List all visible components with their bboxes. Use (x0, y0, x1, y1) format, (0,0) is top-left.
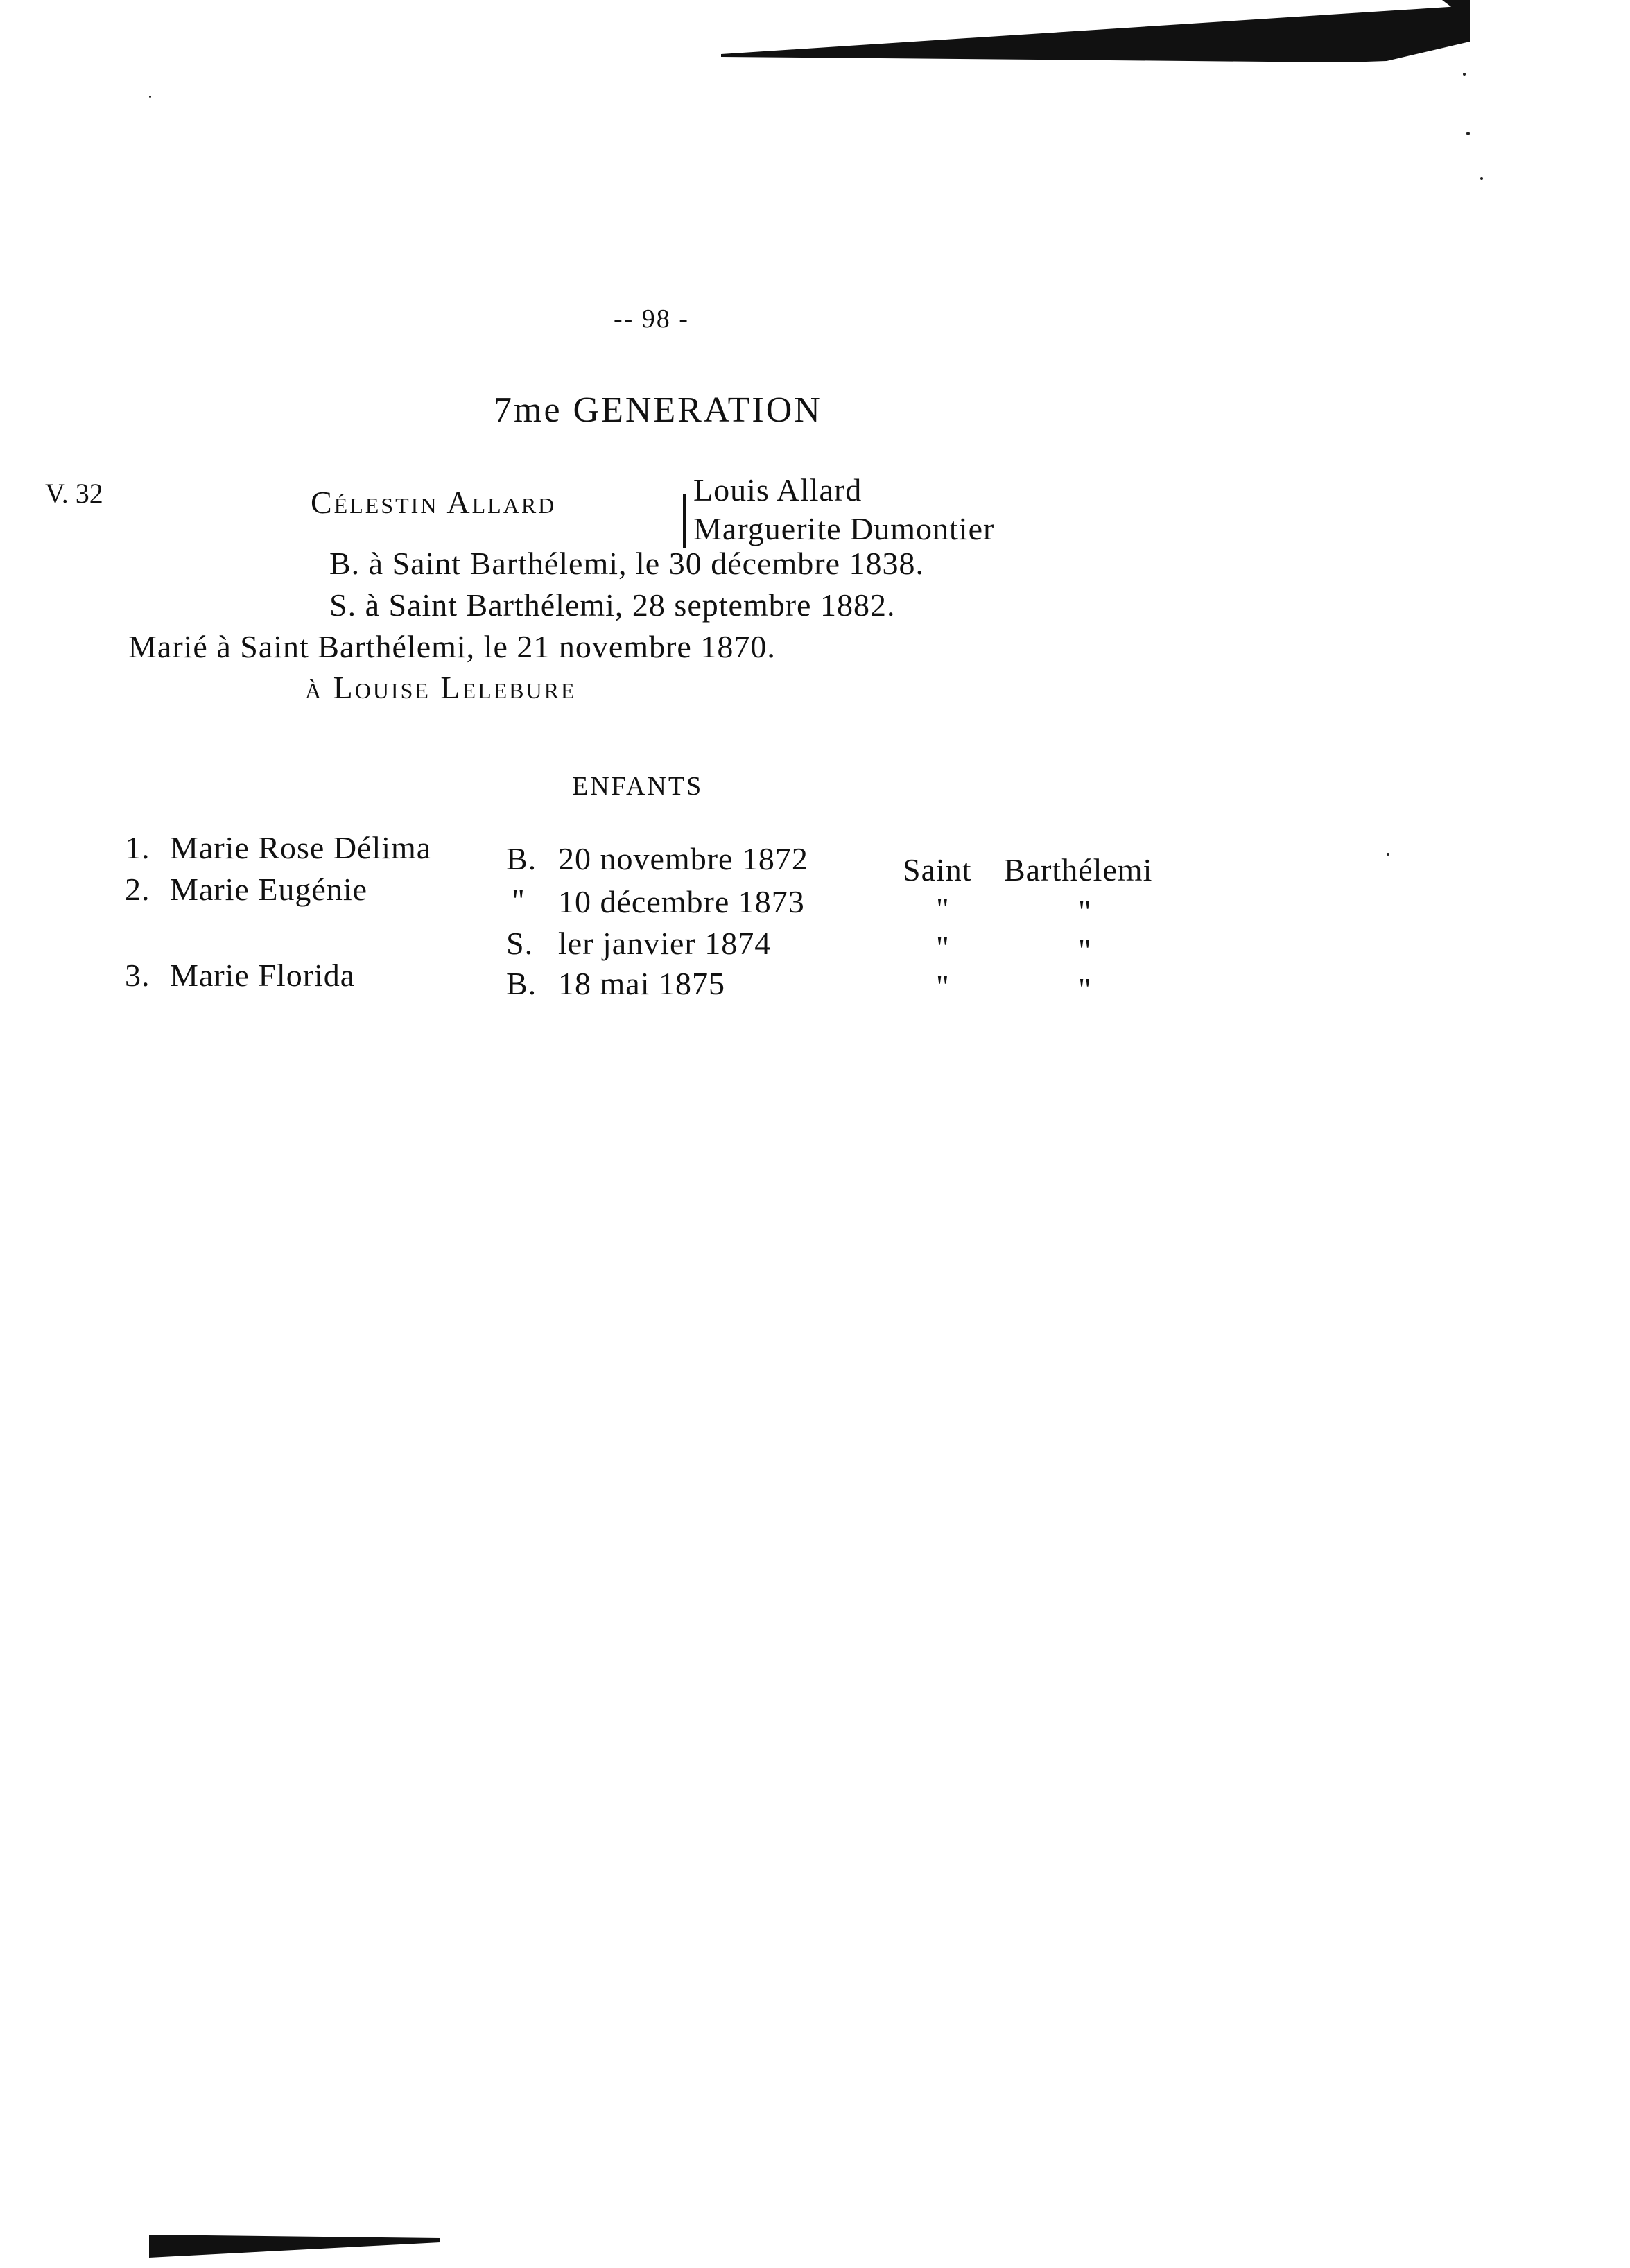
birth-line: B. à Saint Barthélemi, le 30 décembre 1838. (329, 546, 924, 581)
child-place-2: Barthélemi (1004, 852, 1153, 888)
parent-mother: Marguerite Dumontier (693, 511, 995, 546)
scan-artifact-bottom (149, 2231, 440, 2259)
child-number: 1. (125, 830, 150, 865)
child-event: S. (506, 926, 534, 961)
scan-artifact-top (721, 0, 1470, 62)
scan-speck (1387, 853, 1389, 856)
person-name: Célestin Allard (311, 485, 557, 520)
child-number: 3. (125, 958, 150, 993)
child-place-1: " (936, 969, 950, 1004)
parent-father: Louis Allard (693, 472, 862, 508)
child-date: 18 mai 1875 (558, 966, 725, 1001)
child-name: Marie Rose Délima (170, 830, 432, 865)
child-place-2: " (1078, 971, 1092, 1007)
child-name: Marie Eugénie (170, 872, 368, 907)
scan-speck (1463, 73, 1466, 76)
child-date: 20 novembre 1872 (558, 841, 808, 876)
child-place-1: " (936, 930, 950, 965)
children-heading: ENFANTS (572, 772, 704, 801)
child-date: 10 décembre 1873 (558, 884, 805, 919)
child-place-1: " (936, 891, 950, 926)
scan-speck (1480, 177, 1483, 180)
child-place-2: " (1078, 933, 1092, 968)
child-place-1: Saint (903, 852, 972, 888)
burial-line: S. à Saint Barthélemi, 28 septembre 1882. (329, 587, 896, 623)
scan-speck (149, 96, 151, 98)
page-number: -- 98 - (614, 304, 689, 334)
parents-brace (683, 494, 686, 548)
scan-speck (1466, 132, 1470, 135)
child-name: Marie Florida (170, 958, 356, 993)
child-event: B. (506, 966, 537, 1001)
child-event: B. (506, 841, 537, 876)
child-number: 2. (125, 872, 150, 907)
generation-heading: 7me GENERATION (494, 390, 822, 430)
reference-number: V. 32 (45, 478, 103, 509)
spouse-line: à Louise Lelebure (305, 670, 577, 705)
marriage-line: Marié à Saint Barthélemi, le 21 novembre 1870. (128, 629, 776, 664)
child-date: ler janvier 1874 (558, 926, 772, 961)
child-place-2: " (1078, 894, 1092, 929)
child-event: " (512, 883, 526, 918)
